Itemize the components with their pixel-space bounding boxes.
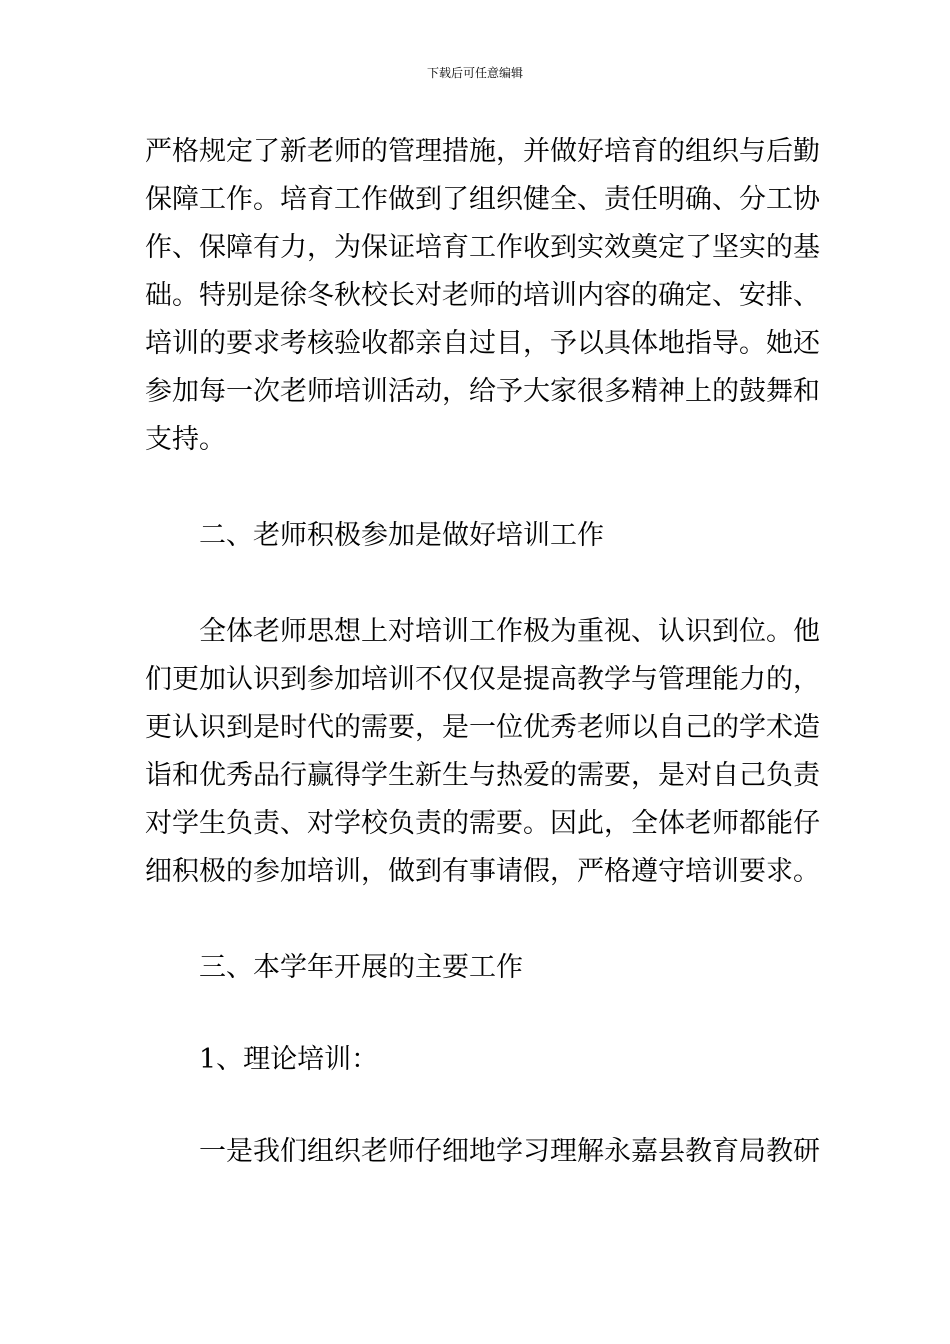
text-line: 诣和优秀品行赢得学生新生与热爱的需要，是对自己负责	[145, 760, 820, 791]
text-line: 础。特别是徐冬秋校长对老师的培训内容的确定、安排、	[145, 280, 820, 311]
page-header-note: 下载后可任意编辑	[426, 66, 523, 80]
subsection-heading-theory: 1、理论培训：	[199, 1044, 379, 1075]
text-line: 支持。	[145, 424, 226, 455]
text-line: 对学生负责、对学校负责的需要。因此，全体老师都能仔	[145, 808, 820, 839]
section-heading-3: 三、本学年开展的主要工作	[199, 952, 523, 983]
text-line: 更认识到是时代的需要，是一位优秀老师以自己的学术造	[145, 712, 820, 743]
section-heading-2: 二、老师积极参加是做好培训工作	[199, 520, 604, 551]
text-line: 细积极的参加培训，做到有事请假，严格遵守培训要求。	[145, 856, 820, 887]
text-line: 们更加认识到参加培训不仅仅是提高教学与管理能力的，	[145, 664, 820, 695]
paragraph-theory-training	[145, 1128, 820, 1176]
text-line: 作、保障有力，为保证培育工作收到实效奠定了坚实的基	[145, 232, 820, 263]
text-line: 一是我们组织老师仔细地学习理解永嘉县教育局教研	[199, 1136, 820, 1167]
text-line: 培训的要求考核验收都亲自过目，予以具体地指导。她还	[145, 328, 820, 359]
paragraph-teacher-participation	[145, 608, 820, 896]
document-body	[145, 128, 820, 1176]
text-line: 参加每一次老师培训活动，给予大家很多精神上的鼓舞和	[145, 376, 820, 407]
text-line: 保障工作。培育工作做到了组织健全、责任明确、分工协	[145, 184, 820, 215]
paragraph-management-support	[145, 128, 820, 464]
text-line: 严格规定了新老师的管理措施，并做好培育的组织与后勤	[145, 136, 820, 167]
text-line: 全体老师思想上对培训工作极为重视、认识到位。他	[199, 616, 820, 647]
